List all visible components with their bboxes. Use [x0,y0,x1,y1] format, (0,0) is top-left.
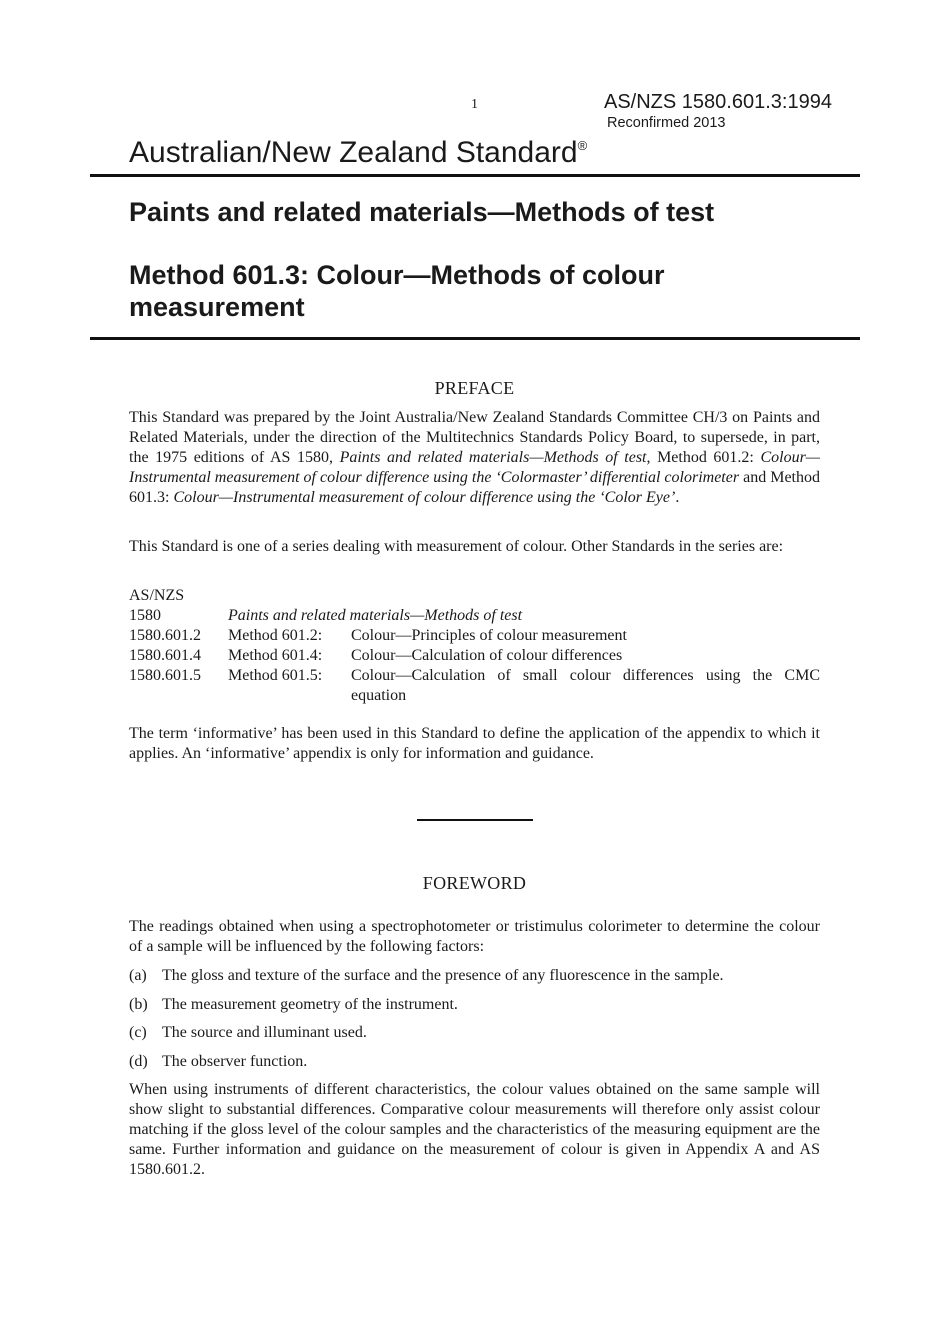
preface-p1-italic-method2: Colour—Instrumental measurement of colour difference using the ‘Colormaster’ differential colorimeter [129,449,821,486]
preface-p1-italic-method3: Colour—Instrumental measurement of colour difference using the ‘Color Eye’ [173,489,676,506]
preface-paragraph-2: This Standard is one of a series dealing with measurement of colour. Other Standards in the series are: [129,538,784,555]
method-title: Method 601.3: Colour—Methods of colour measurement [129,260,665,322]
preface-p1-italic-title: Paints and related materials—Methods of test [339,449,647,466]
foreword-heading: FOREWORD [422,873,527,893]
series-code: 1580.601.5 [129,667,201,684]
list-item [129,1052,820,1081]
section-divider [417,819,533,821]
preface-p1-mid1: , Method 601.2: [646,449,761,466]
series-row [129,626,820,646]
factor-list [129,966,820,1080]
series-method: Method 601.2: [228,627,323,644]
bottom-rule [90,337,860,340]
list-item-label: (c) [129,1024,147,1041]
preface-p1-end: . [675,489,680,506]
series-row [129,646,820,666]
series-code: 1580.601.4 [129,647,201,664]
preface-p1-mid2: and Method 601.3: [129,469,821,506]
series-title: Paints and related materials—Methods of test [228,607,523,624]
list-item-text: The measurement geometry of the instrument. [162,995,458,1013]
brand-text: Australian/New Zealand Standard [129,136,578,169]
list-item-text: The source and illuminant used. [162,1024,367,1041]
series-code: 1580.601.2 [129,627,201,644]
informative-paragraph: The term ‘informative’ has been used in this Standard to define the application of the appendix to which it applies. An ‘informative’ appendix is only for information and guidance. [129,725,820,762]
series-row [129,606,820,626]
list-item-label: (a) [129,967,147,984]
list-item [129,966,820,995]
reconfirmed-note: Reconfirmed 2013 [607,115,726,131]
list-item-text: The gloss and texture of the surface and the presence of any fluorescence in the sample. [162,967,724,984]
series-code: 1580 [129,607,161,624]
preface-paragraph-1 [129,408,820,508]
foreword-paragraph-1: The readings obtained when using a spectrophotometer or tristimulus colorimeter to determine the colour of a sample will be influenced by the following factors: [129,918,820,955]
series-list [129,586,820,706]
series-title: Colour—Calculation of small colour differences using the CMC equation [351,667,820,704]
list-item [129,1023,820,1052]
series-label: AS/NZS [129,587,185,604]
registered-mark: ® [577,138,588,153]
series-method: Method 601.5: [228,667,323,684]
list-item-label: (b) [129,995,148,1013]
standard-number: AS/NZS 1580.601.3:1994 [604,91,832,113]
preface-heading: PREFACE [434,378,515,398]
series-method: Method 601.4: [228,647,323,664]
list-item [129,995,820,1024]
standard-brand-line [129,136,587,170]
series-title: Colour—Calculation of colour differences [351,647,623,664]
document-title: Paints and related materials—Methods of test [129,197,715,227]
series-row [129,666,820,706]
foreword-paragraph-2: When using instruments of different characteristics, the colour values obtained on the same sample will show slight to substantial differences. Comparative colour measurements will therefore only assist colour matching if the gloss level of the colour samples and the characteristics of the measuring equipment are the same. Further information and guidance on the measurement of colour is given in Appendix A and AS 1580.601.2. [129,1081,820,1178]
series-title: Colour—Principles of colour measurement [351,627,627,644]
page-number: 1 [471,97,478,112]
top-rule [90,174,860,177]
preface-p1-intro: This Standard was prepared by the Joint Australia/New Zealand Standards Committee CH/3 on Paints and Related Materials, under the direction of the Multitechnics Standards Policy Board, to supersede, in part, the 1975 editions of AS 1580, [129,409,820,466]
list-item-text: The observer function. [162,1052,308,1070]
list-item-label: (d) [129,1052,148,1070]
